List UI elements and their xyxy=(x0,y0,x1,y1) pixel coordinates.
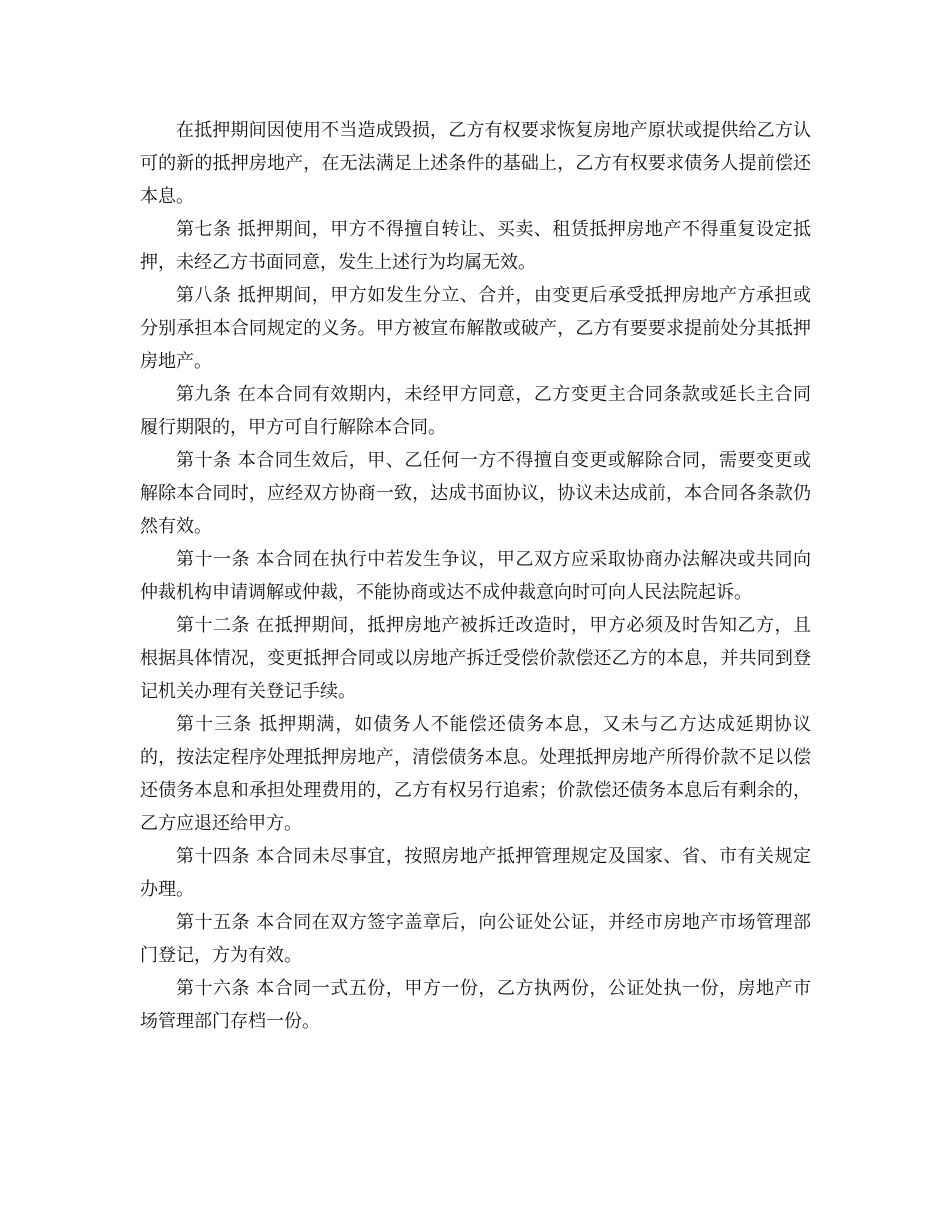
paragraph-article-13: 第十三条 抵押期满，如债务人不能偿还债务本息，又未与乙方达成延期协议的，按法定程序处理抵押房地产，清偿债务本息。处理抵押房地产所得价款不足以偿还债务本息和承担处理费用的，乙方有权另行追索；价款偿还债务本息后有剩余的，乙方应退还给甲方。 xyxy=(140,714,811,834)
paragraph-article-14: 第十四条 本合同未尽事宜，按照房地产抵押管理规定及国家、省、市有关规定办理。 xyxy=(140,846,811,900)
paragraph-article-7: 第七条 抵押期间，甲方不得擅自转让、买卖、租赁抵押房地产不得重复设定抵押，未经乙方书面同意，发生上述行为均属无效。 xyxy=(140,219,811,273)
paragraph-article-16: 第十六条 本合同一式五份，甲方一份，乙方执两份，公证处执一份，房地产市场管理部门存档一份。 xyxy=(140,978,811,1032)
contract-body xyxy=(140,114,811,1038)
paragraph-article-9: 第九条 在本合同有效期内，未经甲方同意，乙方变更主合同条款或延长主合同履行期限的，甲方可自行解除本合同。 xyxy=(140,384,811,438)
paragraph-article-10: 第十条 本合同生效后，甲、乙任何一方不得擅自变更或解除合同，需要变更或解除本合同时，应经双方协商一致，达成书面协议，协议未达成前，本合同各条款仍然有效。 xyxy=(140,450,811,537)
paragraph-article-15: 第十五条 本合同在双方签字盖章后，向公证处公证，并经市房地产市场管理部门登记，方为有效。 xyxy=(140,912,811,966)
paragraph-damage-clause: 在抵押期间因使用不当造成毁损，乙方有权要求恢复房地产原状或提供给乙方认可的新的抵押房地产，在无法满足上述条件的基础上，乙方有权要求债务人提前偿还本息。 xyxy=(140,120,811,207)
paragraph-article-8: 第八条 抵押期间，甲方如发生分立、合并，由变更后承受抵押房地产方承担或分别承担本合同规定的义务。甲方被宣布解散或破产，乙方有要要求提前处分其抵押房地产。 xyxy=(140,285,811,372)
paragraph-article-11: 第十一条 本合同在执行中若发生争议，甲乙双方应采取协商办法解决或共同向仲裁机构申请调解或仲裁，不能协商或达不成仲裁意向时可向人民法院起诉。 xyxy=(140,549,811,603)
paragraph-article-12: 第十二条 在抵押期间，抵押房地产被拆迁改造时，甲方必须及时告知乙方，且根据具体情况，变更抵押合同或以房地产拆迁受偿价款偿还乙方的本息，并共同到登记机关办理有关登记手续。 xyxy=(140,615,811,702)
